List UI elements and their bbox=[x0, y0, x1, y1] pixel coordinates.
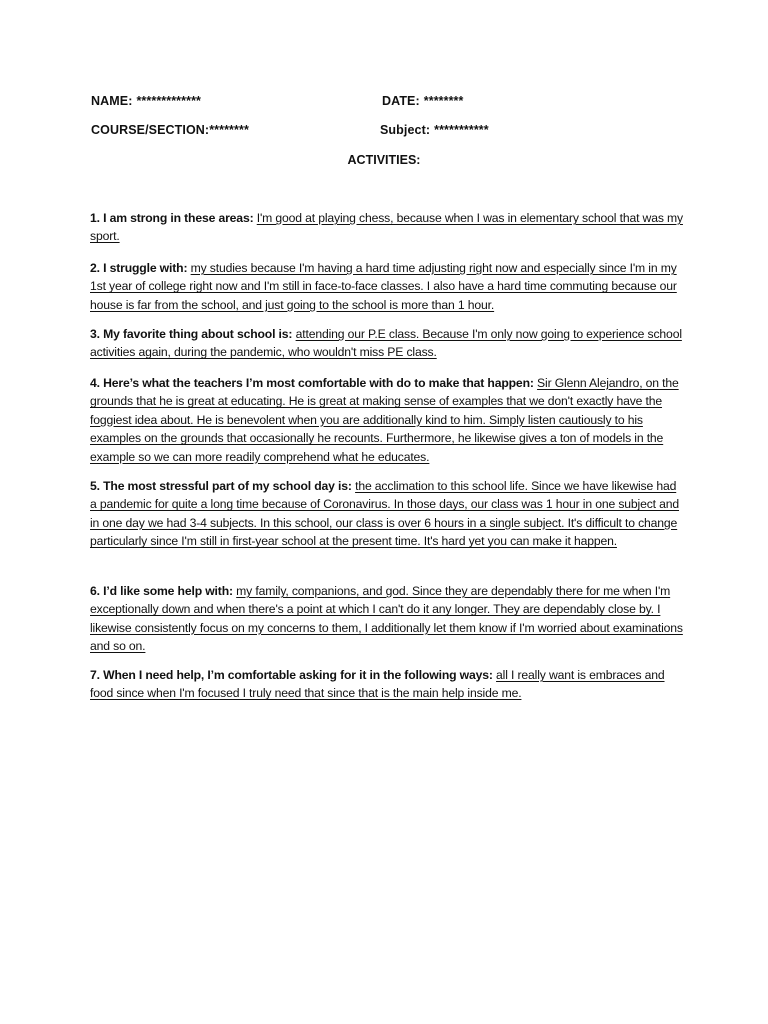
subject-value: *********** bbox=[434, 123, 489, 137]
activity-question: 5. The most stressful part of my school day is: bbox=[90, 479, 352, 493]
date-label: DATE: bbox=[382, 94, 420, 108]
date-value: ******** bbox=[423, 94, 464, 108]
subject-label: Subject: bbox=[380, 123, 431, 137]
activity-question: 2. I struggle with: bbox=[90, 261, 188, 275]
date-field bbox=[382, 94, 463, 108]
activity-answer: Sir Glenn Alejandro, on the grounds that he is great at educating. He is great at making sense of examples that we don't exactly have the foggiest idea about. He is benevolent when you are additionally kind to him. Simply listen cautiously to his examples on the grounds that occasionally he recounts. Furthermore, he likewise gives a ton of models in the example so we can more readily comprehend what he educates. bbox=[90, 376, 679, 464]
course-section-value: ******** bbox=[209, 123, 249, 137]
activity-question: 4. Here’s what the teachers I’m most comfortable with do to make that happen: bbox=[90, 376, 534, 390]
name-field bbox=[91, 94, 201, 108]
course-section-label: COURSE/SECTION: bbox=[91, 123, 210, 137]
activity-item-1 bbox=[90, 209, 685, 246]
activity-item-6 bbox=[90, 582, 685, 656]
activity-answer: my studies because I'm having a hard time adjusting right now and especially since I'm in my 1st year of college right now and I'm still in face-to-face classes. I also have a hard time commuting because our house is far from the school, and just going to the school is more than 1 hour. bbox=[90, 261, 677, 312]
activity-item-4 bbox=[90, 374, 685, 466]
activity-answer: all I really want is embraces and food since when I'm focused I truly need that since that is the main help inside me. bbox=[90, 668, 665, 701]
course-section-field bbox=[91, 123, 249, 137]
activity-answer: I'm good at playing chess, because when I was in elementary school that was my sport. bbox=[90, 211, 683, 244]
activity-answer: my family, companions, and god. Since they are dependably there for me when I'm exceptionally down and when there's a point at which I can't do it any longer. They are dependably close by. I likewise consistently focus on my concerns to them, I additionally let them know if I'm worried about examinations and so on. bbox=[90, 584, 683, 654]
activity-item-3 bbox=[90, 325, 685, 362]
activity-answer: the acclimation to this school life. Since we have likewise had a pandemic for quite a long time because of Coronavirus. In those days, our class was 1 hour in one subject and in one day we had 3-4 subjects. In this school, our class is over 6 hours in a single subject. It's difficult to change particularly since I'm still in first-year school at the present time. It's hard yet you can make it happen. bbox=[90, 479, 680, 549]
activities-title: ACTIVITIES: bbox=[347, 153, 421, 167]
activity-question: 7. When I need help, I’m comfortable asking for it in the following ways: bbox=[90, 668, 493, 682]
name-label: NAME: bbox=[91, 94, 133, 108]
activity-question: 6. I’d like some help with: bbox=[90, 584, 233, 598]
activity-item-2 bbox=[90, 259, 685, 314]
activity-question: 3. My favorite thing about school is: bbox=[90, 327, 293, 341]
activity-item-5 bbox=[90, 477, 685, 551]
activity-answer: attending our P.E class. Because I'm only now going to experience school activities again, during the pandemic, who wouldn't miss PE class. bbox=[90, 327, 682, 360]
subject-field bbox=[380, 123, 489, 137]
activity-item-7 bbox=[90, 666, 685, 703]
name-value: ************* bbox=[136, 94, 202, 108]
activity-question: 1. I am strong in these areas: bbox=[90, 211, 254, 225]
